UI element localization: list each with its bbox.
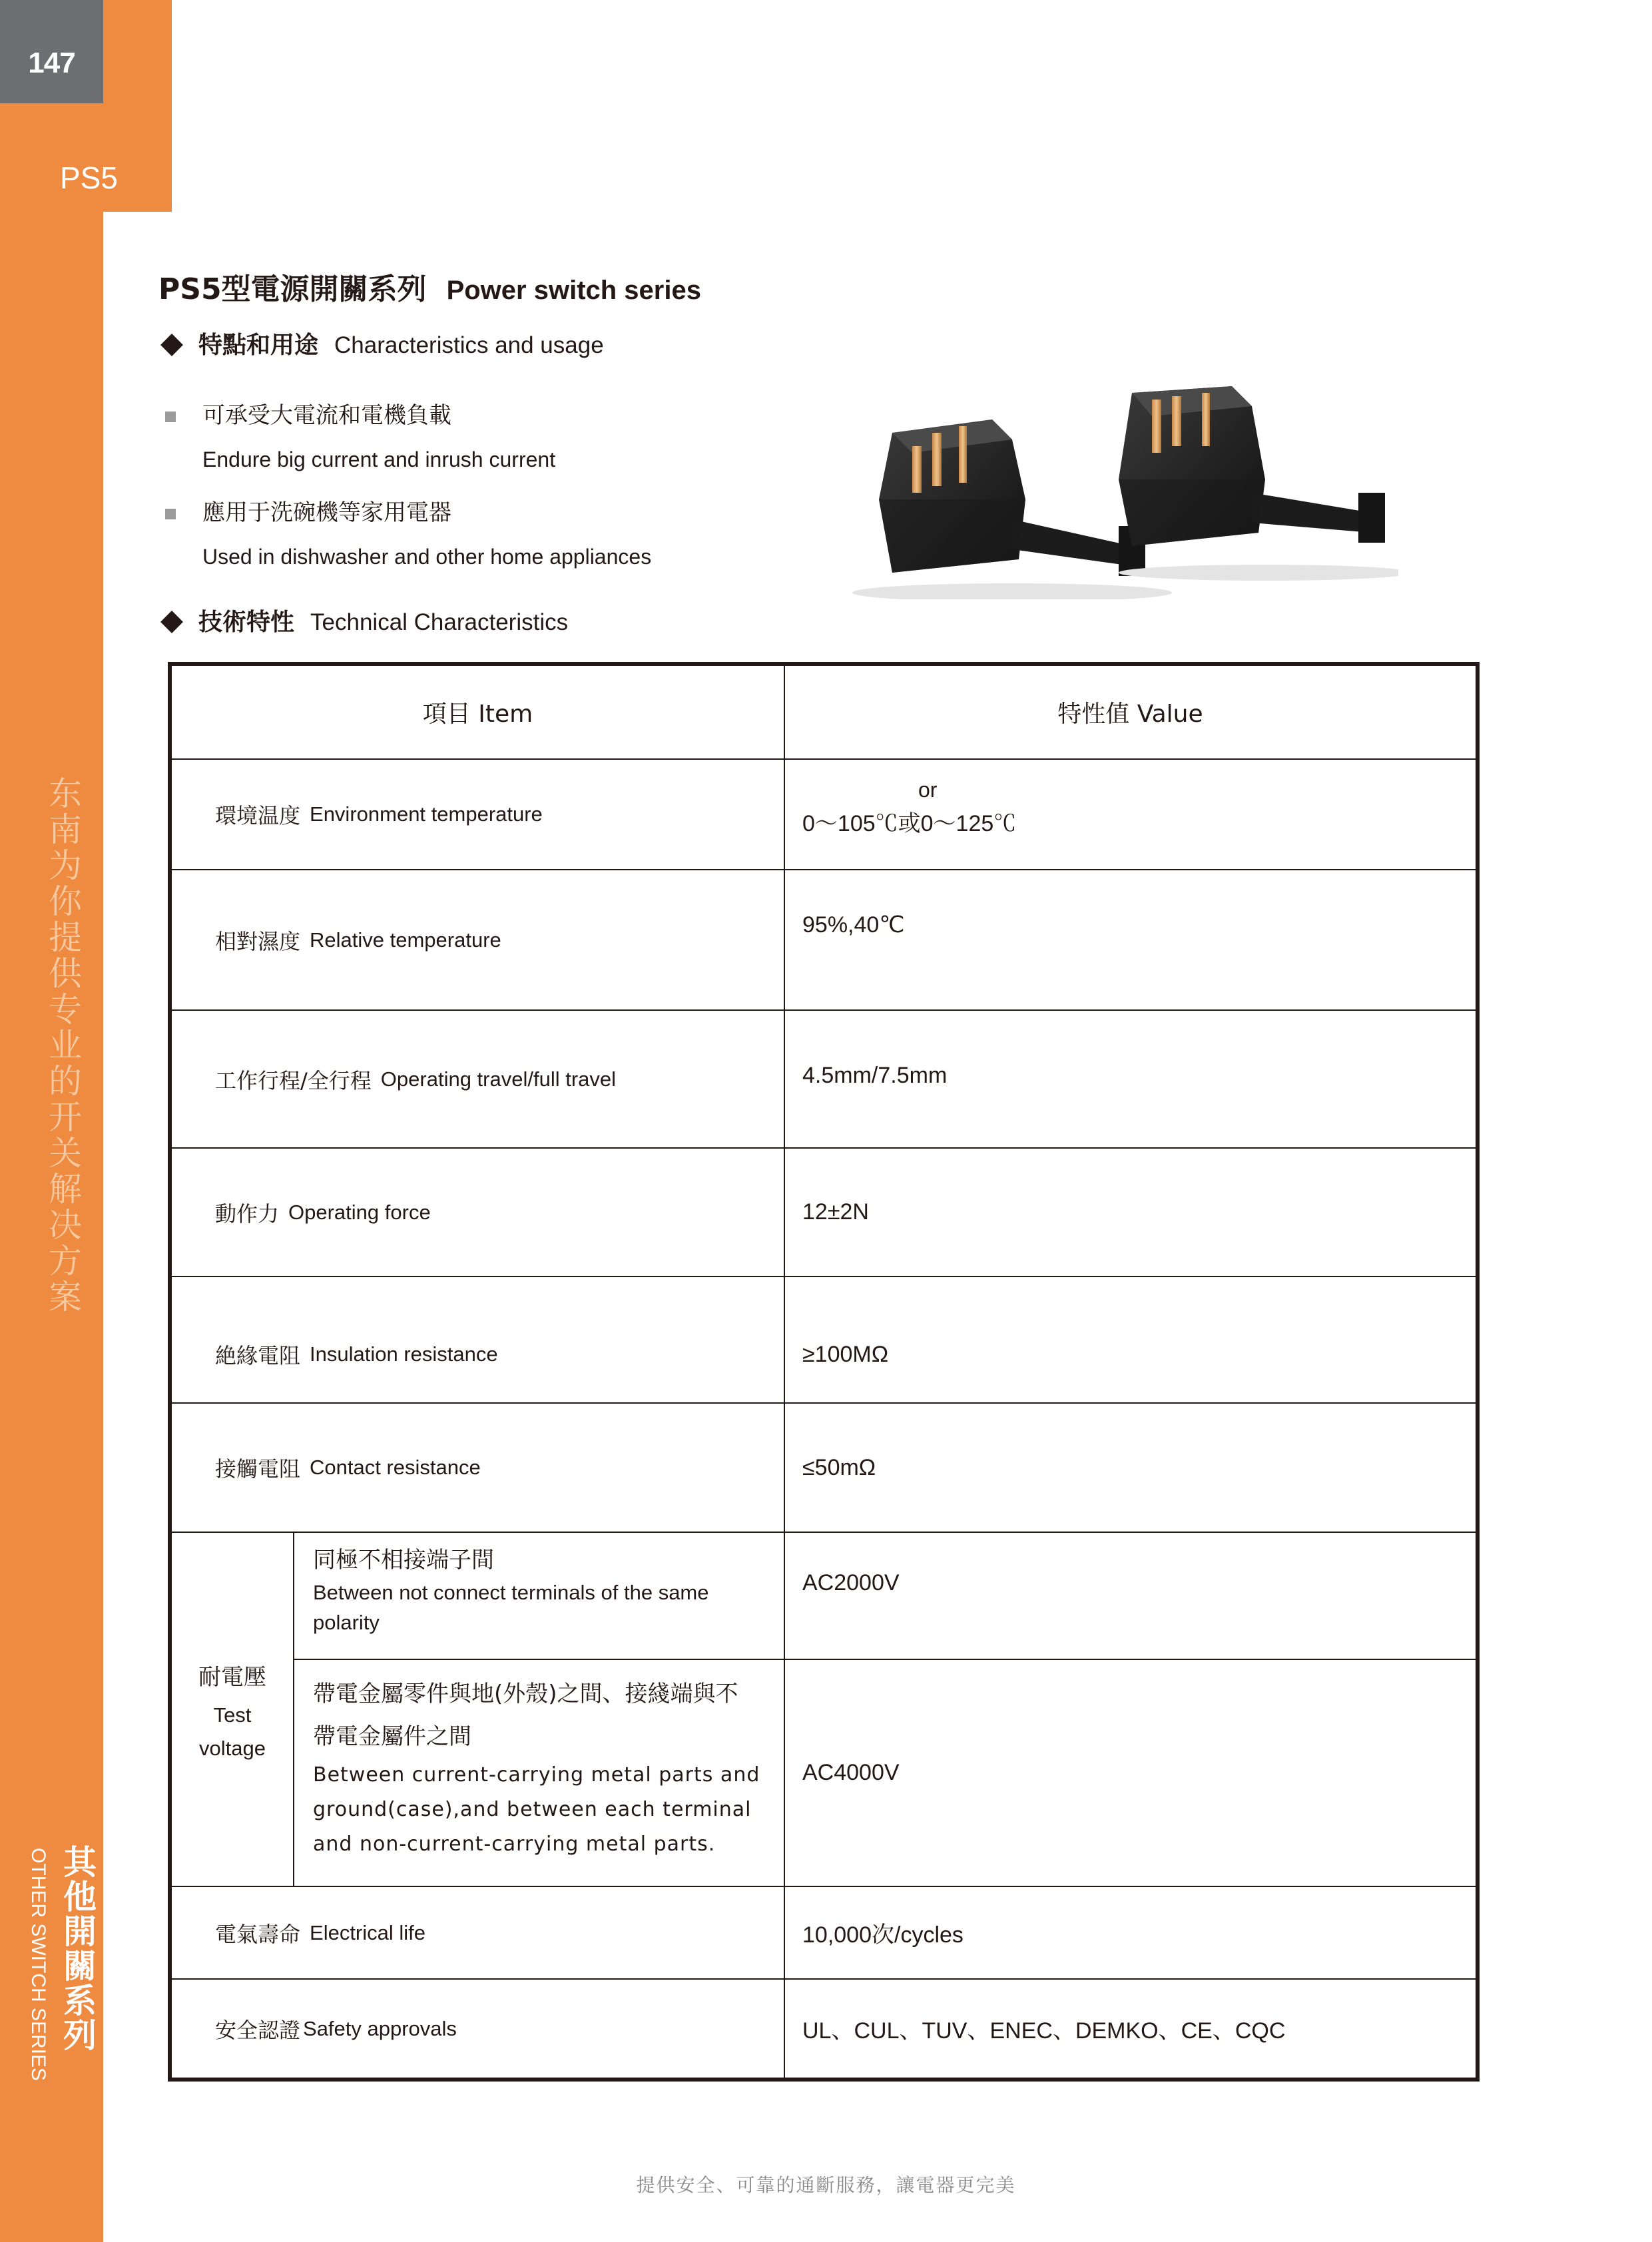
row-label-en: Environment temperature [310, 802, 543, 826]
sub2-en-3: and non-current-carrying metal parts. [313, 1832, 716, 1856]
sub1-en-1: Between not connect terminals of the same [313, 1581, 709, 1604]
model-label: PS5 [60, 160, 118, 195]
row-label-en: Relative temperature [310, 928, 501, 952]
sub2-cn-1: 帶電金屬零件與地(外殼)之間、接綫端與不 [313, 1681, 738, 1707]
row-label-en: Contact resistance [310, 1456, 481, 1479]
sub2-en-1: Between current-carrying metal parts and [313, 1763, 760, 1787]
sub2-cn-2: 帶電金屬件之間 [313, 1723, 471, 1750]
row-label-cn: 絶緣電阻 [215, 1343, 301, 1368]
diamond-bullet-icon [160, 334, 183, 356]
switch-right [1119, 386, 1398, 581]
table-cell-value: AC4000V [802, 1760, 900, 1785]
square-bullet-icon [165, 509, 176, 519]
diamond-bullet-icon [160, 611, 183, 633]
table-cell-note: or [918, 778, 938, 802]
technical-heading-en: Technical Characteristics [310, 609, 569, 635]
row-label-en: Safety approvals [303, 2016, 457, 2040]
sub1-en-2: polarity [313, 1611, 380, 1634]
table-row-label [215, 1011, 616, 1147]
characteristics-heading-cn: 特點和用途 [198, 332, 319, 359]
table-cell-value: 12±2N [802, 1199, 869, 1225]
table-header-item: 項目 Item [422, 701, 533, 728]
test-voltage-label-en-1: Test [213, 1703, 252, 1727]
table-cell-value: 95%,40℃ [802, 912, 905, 938]
row-label-cn: 電氣壽命 [215, 1921, 301, 1947]
characteristic-item [165, 397, 451, 429]
row-label-cn: 工作行程/全行程 [215, 1067, 372, 1093]
table-cell-value: 10,000次/cycles [802, 1922, 964, 1948]
row-label-cn: 環境温度 [215, 803, 301, 828]
table-column-divider [293, 1532, 294, 1886]
table-row-label [215, 1887, 425, 1978]
table-row-label [215, 1404, 481, 1532]
row-label-cn: 接觸電阻 [215, 1456, 301, 1482]
product-photo [852, 380, 1398, 599]
row-label-en: Insulation resistance [310, 1342, 498, 1366]
characteristic-en: Used in dishwasher and other home appliances [202, 545, 652, 569]
technical-heading [158, 603, 568, 637]
sub2-en-2: ground(case),and between each terminal [313, 1798, 752, 1821]
characteristic-item [165, 494, 451, 527]
sub1-cn: 同極不相接端子間 [313, 1547, 494, 1573]
characteristic-cn: 應用于洗碗機等家用電器 [202, 499, 451, 526]
series-name-en: OTHER SWITCH SERIES [27, 1848, 49, 2082]
page-number: 147 [28, 47, 75, 79]
page-title-en: Power switch series [446, 276, 701, 305]
square-bullet-icon [165, 412, 176, 422]
characteristic-en: Endure big current and inrush current [202, 447, 556, 471]
characteristics-heading [158, 326, 604, 360]
series-name-cn: 其他開關系列 [58, 1844, 97, 2052]
footer-slogan: 提供安全、可靠的通斷服務，讓電器更完美 [636, 2174, 1016, 2196]
page-title-cn: PS5型電源開關系列 [158, 272, 427, 306]
row-label-cn: 動作力 [215, 1201, 280, 1227]
characteristic-cn: 可承受大電流和電機負載 [202, 402, 451, 429]
table-row-label [215, 870, 501, 1009]
table-cell-value: AC2000V [802, 1569, 900, 1595]
table-cell-value: ≤50mΩ [802, 1454, 876, 1480]
row-label-en: Operating force [288, 1200, 431, 1224]
table-row-label [215, 760, 543, 869]
row-label-en: Electrical life [310, 1920, 426, 1944]
spec-table [168, 662, 1480, 2082]
characteristics-heading-en: Characteristics and usage [334, 332, 604, 358]
test-voltage-label-en-2: voltage [199, 1736, 266, 1760]
table-cell-value: 4.5mm/7.5mm [802, 1063, 948, 1088]
row-label-cn: 安全認證 [215, 2017, 301, 2043]
vertical-slogan: 东南为你提供专业的开关解决方案 [43, 776, 82, 1315]
row-label-cn: 相對濕度 [215, 928, 301, 954]
table-cell-value: UL、CUL、TUV、ENEC、DEMKO、CE、CQC [802, 2018, 1286, 2044]
test-voltage-sub1-label [313, 1543, 772, 1637]
row-label-en: Operating travel/full travel [380, 1067, 617, 1091]
test-voltage-label-cn: 耐電壓 [198, 1663, 266, 1691]
table-cell-value: ≥100MΩ [802, 1341, 889, 1367]
test-voltage-label [172, 1533, 293, 1886]
technical-heading-cn: 技術特性 [198, 609, 295, 636]
table-cell-value: 0～105℃或0～125℃ [802, 810, 1017, 836]
page-title [158, 265, 701, 308]
table-header-value: 特性值 Value [1057, 701, 1203, 728]
test-voltage-sub2-label [313, 1673, 779, 1862]
table-row-label [215, 1149, 431, 1276]
table-column-divider [784, 666, 785, 2078]
table-row-label [215, 1980, 457, 2078]
